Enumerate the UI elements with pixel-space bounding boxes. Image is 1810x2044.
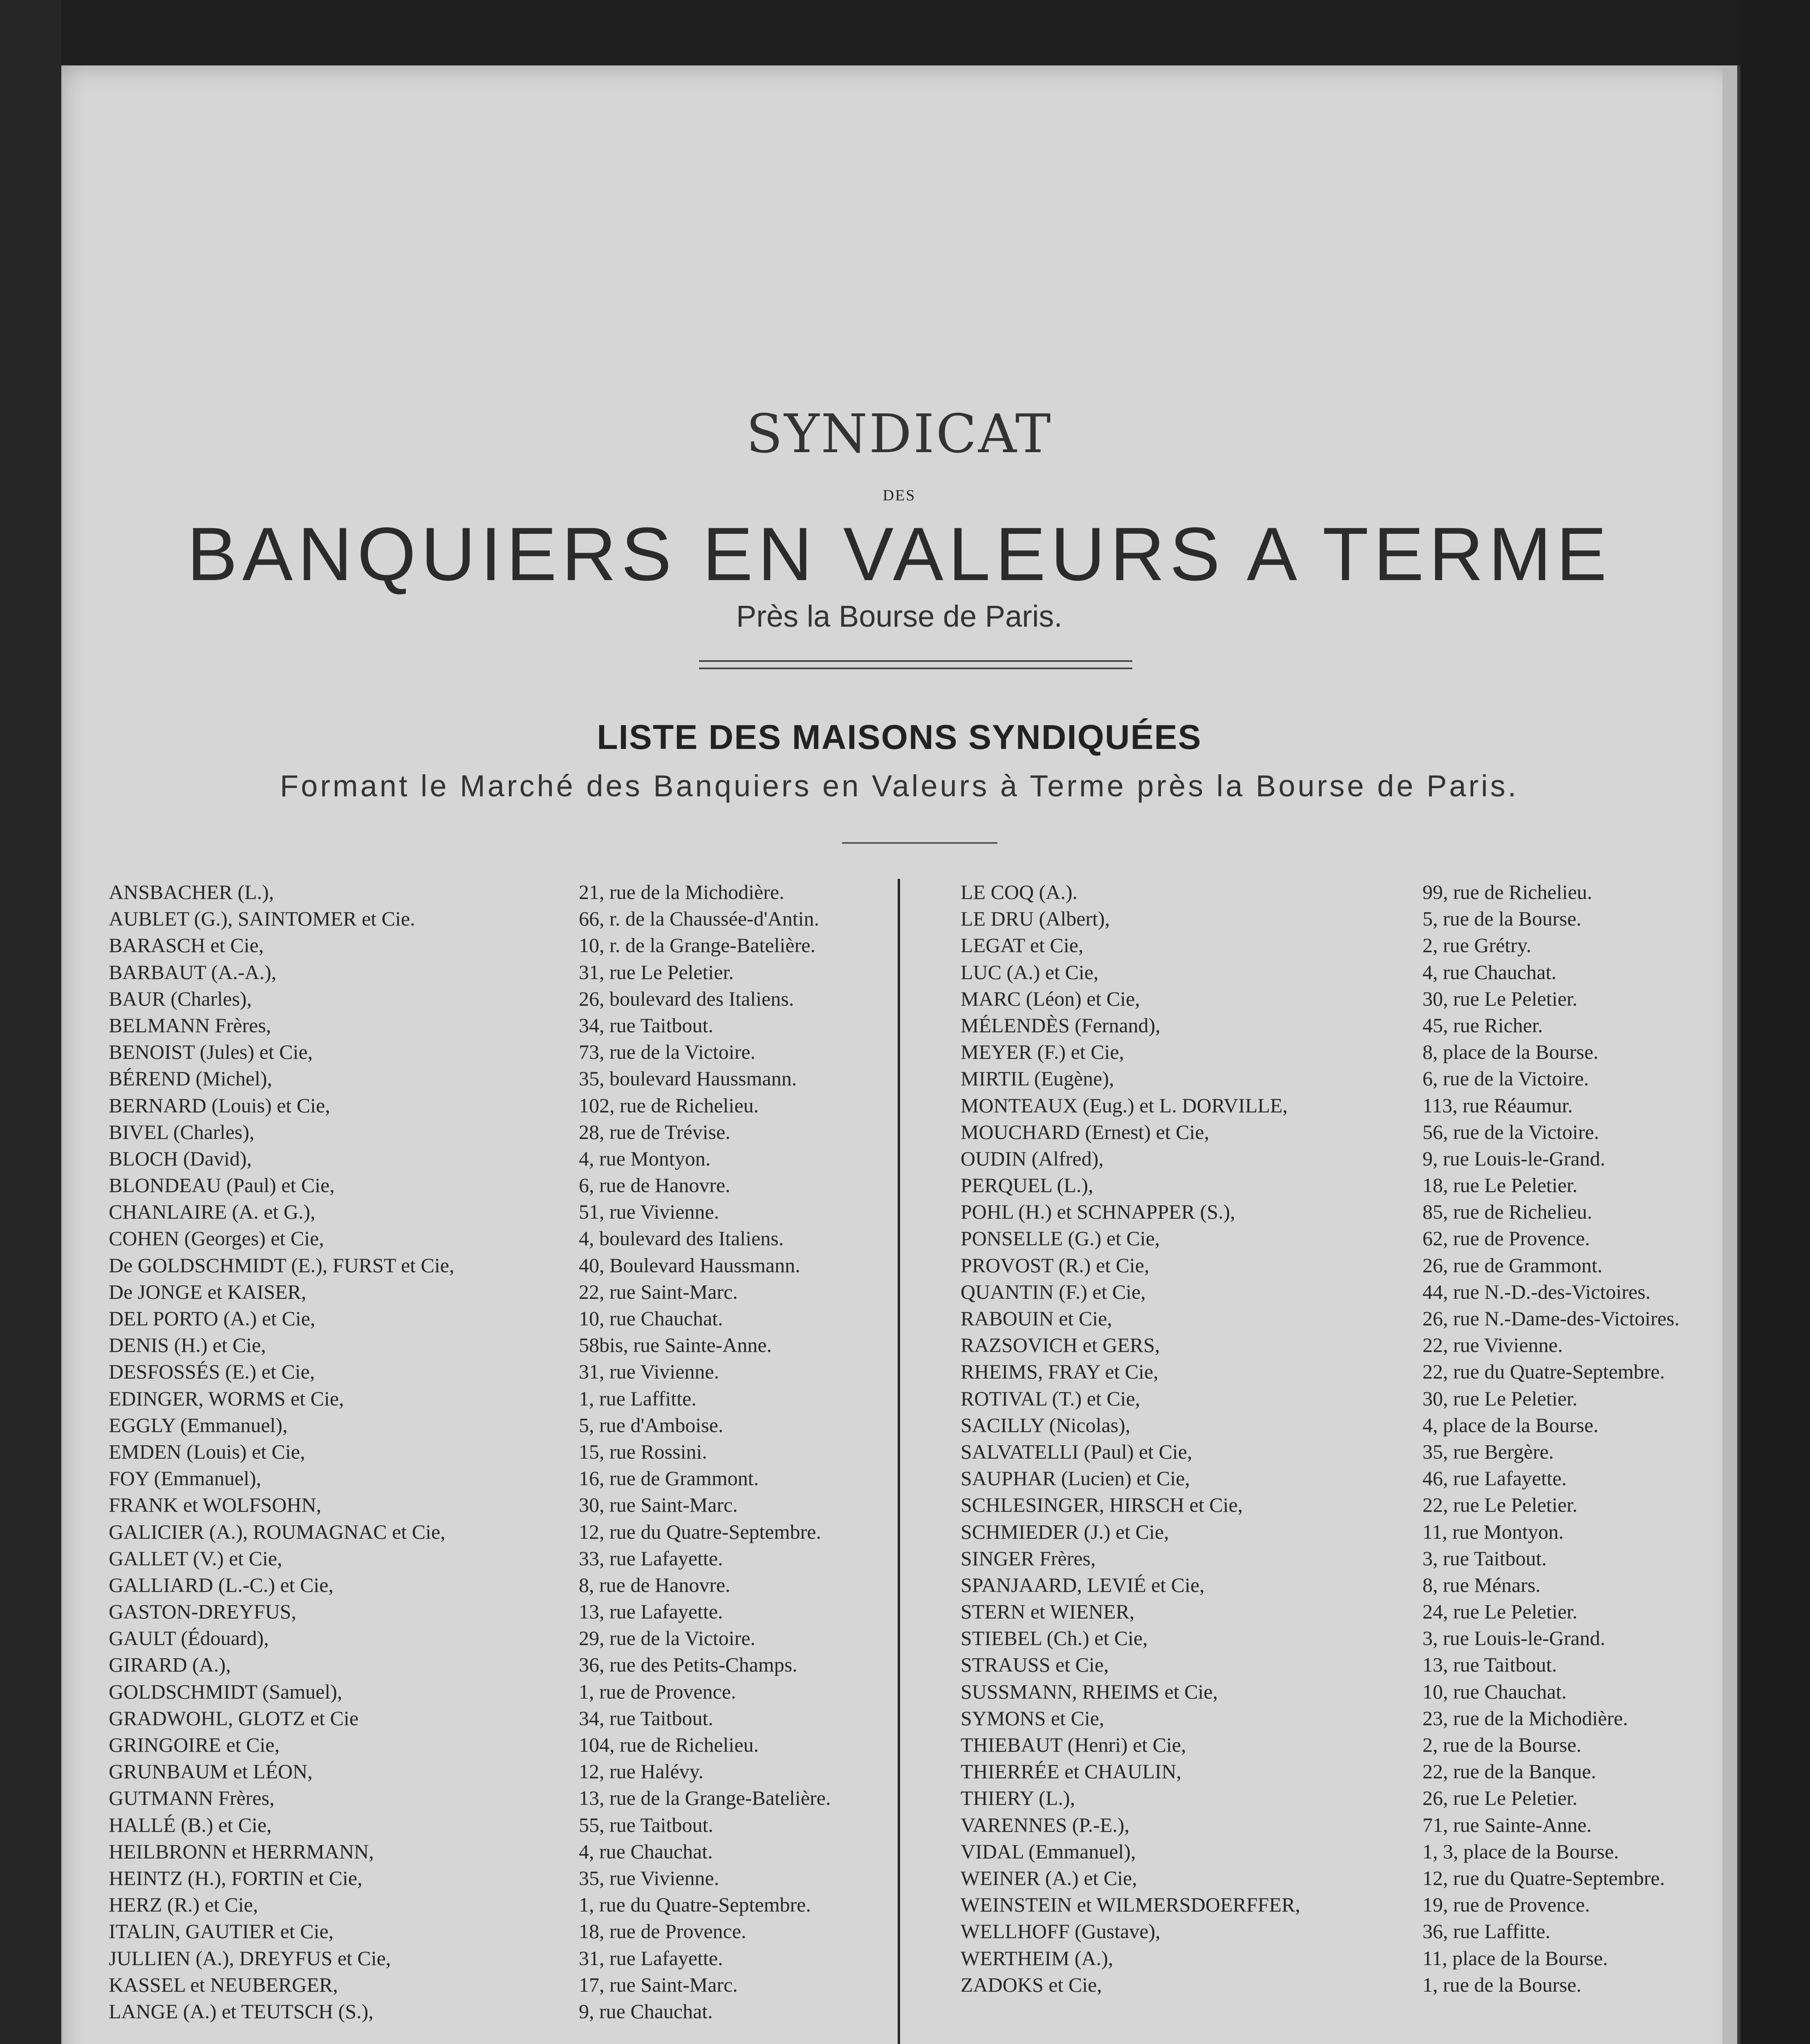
firm-name: BLONDEAU (Paul) et Cie, [109, 1174, 335, 1197]
firm-address: 56, rue de la Victoire. [1422, 1120, 1599, 1143]
list-item [961, 905, 1762, 932]
list-item [961, 1892, 1762, 1918]
firm-address: 4, rue Chauchat. [1422, 960, 1557, 984]
firm-name: ZADOKS et Cie, [961, 1973, 1102, 1996]
firm-name: LUC (A.) et Cie, [961, 960, 1099, 984]
list-item [961, 1305, 1762, 1332]
firm-name: THIERY (L.), [961, 1786, 1075, 1810]
list-item [109, 1065, 910, 1092]
firm-address: 30, rue Le Peletier. [1422, 987, 1578, 1010]
firm-name: DEL PORTO (A.) et Cie, [109, 1307, 316, 1330]
firm-name: VARENNES (P.-E.), [961, 1813, 1129, 1836]
firm-address: 71, rue Sainte-Anne. [1422, 1813, 1592, 1836]
list-item [109, 1332, 910, 1358]
firm-address: 26, rue de Grammont. [1422, 1253, 1603, 1277]
list-item [961, 1199, 1762, 1225]
firm-name: THIEBAUT (Henri) et Cie, [961, 1733, 1186, 1756]
firm-name: HEINTZ (H.), FORTIN et Cie, [109, 1866, 363, 1889]
list-item [109, 1385, 910, 1412]
firm-name: SALVATELLI (Paul) et Cie, [961, 1440, 1192, 1463]
firm-name: GIRARD (A.), [109, 1653, 231, 1676]
firm-address: 1, rue de Provence. [579, 1680, 736, 1703]
list-item [109, 1705, 910, 1732]
firm-name: MÉLENDÈS (Fernand), [961, 1013, 1160, 1037]
firm-name: EDINGER, WORMS et Cie, [109, 1387, 344, 1410]
list-item [961, 1572, 1762, 1598]
firm-address: 45, rue Richer. [1422, 1013, 1543, 1037]
firm-address: 12, rue Halévy. [579, 1760, 703, 1783]
firm-address: 44, rue N.-D.-des-Victoires. [1422, 1280, 1651, 1303]
list-item [961, 1358, 1762, 1385]
list-item [109, 1412, 910, 1439]
firm-address: 34, rue Taitbout. [579, 1013, 713, 1037]
firm-name: FRANK et WOLFSOHN, [109, 1493, 321, 1517]
document-page [61, 65, 1737, 2044]
firm-name: WELLHOFF (Gustave), [961, 1920, 1160, 1943]
firm-name: HALLÉ (B.) et Cie, [109, 1813, 272, 1836]
firm-address: 3, rue Taitbout. [1422, 1546, 1547, 1570]
list-item [109, 1758, 910, 1785]
firm-name: LE COQ (A.). [961, 881, 1078, 903]
firm-name: LANGE (A.) et TEUTSCH (S.), [109, 1999, 374, 2023]
firm-name: GRUNBAUM et LÉON, [109, 1760, 313, 1783]
list-item [109, 879, 910, 905]
firm-address: 18, rue Le Peletier. [1422, 1174, 1578, 1197]
column-divider [898, 879, 900, 2044]
firm-name: GAULT (Édouard), [109, 1627, 269, 1650]
firm-name: MARC (Léon) et Cie, [961, 987, 1140, 1010]
firm-name: PERQUEL (L.), [961, 1174, 1093, 1197]
firm-address: 4, rue Montyon. [579, 1147, 711, 1170]
firm-address: 19, rue de Provence. [1422, 1893, 1590, 1916]
firm-address: 23, rue de la Michodière. [1422, 1706, 1628, 1730]
firm-address: 73, rue de la Victoire. [579, 1040, 756, 1064]
firm-address: 8, place de la Bourse. [1422, 1040, 1599, 1064]
main-subtitle: Près la Bourse de Paris. [736, 599, 1062, 633]
firm-address: 10, r. de la Grange-Batelière. [579, 934, 815, 957]
firm-name: SINGER Frères, [961, 1546, 1096, 1570]
firm-address: 8, rue de Hanovre. [579, 1573, 730, 1596]
firm-name: THIERRÉE et CHAULIN, [961, 1760, 1182, 1783]
firm-name: BELMANN Frères, [109, 1013, 271, 1037]
firm-address: 99, rue de Richelieu. [1422, 881, 1593, 903]
list-item [109, 1865, 910, 1892]
firm-name: SYMONS et Cie, [961, 1706, 1104, 1730]
firm-address: 8, rue Ménars. [1422, 1573, 1541, 1596]
firm-name: GALLET (V.) et Cie, [109, 1546, 282, 1570]
firm-name: MEYER (F.) et Cie, [961, 1040, 1125, 1064]
firm-address: 36, rue des Petits-Champs. [579, 1653, 797, 1676]
firm-address: 10, rue Chauchat. [1422, 1680, 1567, 1703]
firm-address: 17, rue Saint-Marc. [579, 1973, 738, 1996]
firm-name: SACILLY (Nicolas), [961, 1413, 1131, 1437]
firm-name: DENIS (H.) et Cie, [109, 1334, 266, 1357]
firm-address: 31, rue Vivienne. [579, 1360, 719, 1383]
list-item [961, 1945, 1762, 1972]
firm-name: VIDAL (Emmanuel), [961, 1840, 1136, 1863]
firm-name: GRADWOHL, GLOTZ et Cie [109, 1706, 358, 1730]
list-item [109, 1199, 910, 1225]
list-item [961, 1145, 1762, 1172]
firm-name: GOLDSCHMIDT (Samuel), [109, 1680, 343, 1703]
firm-address: 5, rue d'Amboise. [579, 1413, 724, 1437]
list-item [109, 1252, 910, 1279]
firm-address: 62, rue de Provence. [1422, 1227, 1590, 1250]
list-item [961, 1225, 1762, 1252]
firm-name: GALLIARD (L.-C.) et Cie, [109, 1573, 334, 1596]
list-item [961, 1625, 1762, 1652]
list-item [961, 1385, 1762, 1412]
firm-address: 1, rue Laffitte. [579, 1387, 697, 1410]
firm-name: KASSEL et NEUBERGER, [109, 1973, 338, 1996]
firm-address: 10, rue Chauchat. [579, 1307, 723, 1330]
list-item [109, 1598, 910, 1625]
firm-name: STIEBEL (Ch.) et Cie, [961, 1627, 1148, 1650]
firm-address: 30, rue Saint-Marc. [579, 1493, 738, 1517]
firm-name: FOY (Emmanuel), [109, 1467, 262, 1490]
firm-address: 22, rue Vivienne. [1422, 1334, 1563, 1357]
firm-address: 104, rue de Richelieu. [579, 1733, 759, 1756]
list-item [961, 1332, 1762, 1358]
list-item [961, 1545, 1762, 1572]
list-item [109, 1572, 910, 1598]
list-item [961, 1279, 1762, 1305]
firm-name: HEILBRONN et HERRMANN, [109, 1840, 374, 1863]
firm-name: ROTIVAL (T.) et Cie, [961, 1387, 1140, 1410]
firm-name: STERN et WIENER, [961, 1600, 1135, 1623]
firm-address: 13, rue Lafayette. [579, 1600, 723, 1623]
left-column-list [109, 879, 910, 2025]
firm-address: 46, rue Lafayette. [1422, 1467, 1567, 1490]
list-item [961, 1812, 1762, 1838]
list-item [109, 1119, 910, 1145]
list-item [109, 1918, 910, 1945]
firm-address: 6, rue de la Victoire. [1422, 1067, 1589, 1090]
list-item [961, 1119, 1762, 1145]
firm-name: POHL (H.) et SCHNAPPER (S.), [961, 1200, 1235, 1224]
firm-name: COHEN (Georges) et Cie, [109, 1227, 324, 1250]
firm-address: 2, rue Grétry. [1422, 934, 1532, 957]
firm-address: 29, rue de la Victoire. [579, 1627, 756, 1650]
firm-address: 4, rue Chauchat. [579, 1840, 713, 1863]
firm-name: BAUR (Charles), [109, 987, 252, 1010]
firm-name: SUSSMANN, RHEIMS et Cie, [961, 1680, 1218, 1703]
firm-name: ITALIN, GAUTIER et Cie, [109, 1920, 334, 1943]
firm-address: 22, rue du Quatre-Septembre. [1422, 1360, 1665, 1383]
firm-name: RHEIMS, FRAY et Cie, [961, 1360, 1158, 1383]
firm-address: 35, boulevard Haussmann. [579, 1067, 797, 1090]
firm-address: 26, rue N.-Dame-des-Victoires. [1422, 1307, 1680, 1330]
list-item [109, 1519, 910, 1545]
list-item [109, 1545, 910, 1572]
list-item [961, 1172, 1762, 1199]
list-item [961, 1065, 1762, 1092]
list-item [109, 932, 910, 959]
list-item [961, 1838, 1762, 1865]
list-item [109, 1279, 910, 1305]
firm-address: 5, rue de la Bourse. [1422, 907, 1582, 930]
firm-address: 1, rue du Quatre-Septembre. [579, 1893, 811, 1916]
list-item [109, 1225, 910, 1252]
short-rule [842, 842, 997, 844]
list-item [109, 1172, 910, 1199]
firm-address: 16, rue de Grammont. [579, 1467, 759, 1490]
firm-name: SPANJAARD, LEVIÉ et Cie, [961, 1573, 1205, 1596]
syndicat-heading: SYNDICAT [746, 403, 1053, 465]
list-item [961, 959, 1762, 986]
firm-address: 22, rue Saint-Marc. [579, 1280, 738, 1303]
list-item [109, 1465, 910, 1492]
firm-address: 22, rue de la Banque. [1422, 1760, 1596, 1783]
list-item [961, 932, 1762, 959]
list-item [961, 1465, 1762, 1492]
firm-name: CHANLAIRE (A. et G.), [109, 1200, 316, 1224]
list-item [109, 1439, 910, 1465]
firm-name: GALICIER (A.), ROUMAGNAC et Cie, [109, 1520, 446, 1543]
firm-address: 26, rue Le Peletier. [1422, 1786, 1578, 1810]
list-item [961, 1652, 1762, 1678]
list-item [109, 1812, 910, 1838]
firm-name: SCHLESINGER, HIRSCH et Cie, [961, 1493, 1243, 1517]
list-item [961, 1492, 1762, 1518]
firm-address: 9, rue Chauchat. [579, 1999, 713, 2023]
firm-address: 1, rue de la Bourse. [1422, 1973, 1582, 1996]
firm-address: 3, rue Louis-le-Grand. [1422, 1627, 1606, 1650]
firm-name: JULLIEN (A.), DREYFUS et Cie, [109, 1946, 391, 1970]
firm-address: 113, rue Réaumur. [1422, 1094, 1573, 1117]
list-item [961, 1412, 1762, 1439]
firm-address: 18, rue de Provence. [579, 1920, 746, 1943]
list-item [109, 1305, 910, 1332]
firm-name: BERNARD (Louis) et Cie, [109, 1094, 330, 1117]
liste-subtitle: Formant le Marché des Banquiers en Valeurs à Terme près la Bourse de Paris. [280, 769, 1519, 803]
list-item [961, 1092, 1762, 1119]
list-item [109, 1039, 910, 1065]
firm-name: De GOLDSCHMIDT (E.), FURST et Cie, [109, 1253, 455, 1277]
list-item [109, 1358, 910, 1385]
firm-address: 4, boulevard des Italiens. [579, 1227, 784, 1250]
firm-name: QUANTIN (F.) et Cie, [961, 1280, 1146, 1303]
firm-address: 22, rue Le Peletier. [1422, 1493, 1578, 1517]
list-item [961, 1758, 1762, 1785]
list-item [961, 1705, 1762, 1732]
firm-address: 36, rue Laffitte. [1422, 1920, 1550, 1943]
firm-address: 55, rue Taitbout. [579, 1813, 713, 1836]
firm-name: MIRTIL (Eugène), [961, 1067, 1114, 1090]
firm-name: GRINGOIRE et Cie, [109, 1733, 280, 1756]
list-item [961, 1519, 1762, 1545]
firm-address: 12, rue du Quatre-Septembre. [1422, 1866, 1665, 1889]
firm-address: 28, rue de Trévise. [579, 1120, 730, 1143]
list-item [961, 986, 1762, 1012]
firm-address: 40, Boulevard Haussmann. [579, 1253, 800, 1277]
list-item [109, 1732, 910, 1758]
firm-address: 11, place de la Bourse. [1422, 1946, 1608, 1970]
firm-address: 9, rue Louis-le-Grand. [1422, 1147, 1606, 1170]
list-item [109, 1892, 910, 1918]
right-column-list [961, 879, 1762, 1998]
firm-name: WEINSTEIN et WILMERSDOERFFER, [961, 1893, 1300, 1916]
firm-name: BARBAUT (A.-A.), [109, 960, 277, 984]
firm-address: 102, rue de Richelieu. [579, 1094, 759, 1117]
firm-name: WEINER (A.) et Cie, [961, 1866, 1137, 1889]
list-item [109, 959, 910, 986]
list-item [109, 1679, 910, 1705]
firm-name: LEGAT et Cie, [961, 934, 1084, 957]
firm-name: EMDEN (Louis) et Cie, [109, 1440, 305, 1463]
firm-address: 34, rue Taitbout. [579, 1706, 713, 1730]
firm-address: 31, rue Le Peletier. [579, 960, 734, 984]
firm-address: 58bis, rue Sainte-Anne. [579, 1334, 772, 1357]
list-item [109, 1012, 910, 1039]
firm-name: De JONGE et KAISER, [109, 1280, 307, 1303]
list-item [961, 1865, 1762, 1892]
firm-address: 1, 3, place de la Bourse. [1422, 1840, 1619, 1863]
scan-frame-top [0, 0, 1810, 65]
firm-address: 2, rue de la Bourse. [1422, 1733, 1582, 1756]
list-item [109, 1492, 910, 1518]
firm-address: 4, place de la Bourse. [1422, 1413, 1599, 1437]
list-item [961, 1785, 1762, 1811]
firm-name: GASTON-DREYFUS, [109, 1600, 296, 1623]
firm-name: EGGLY (Emmanuel), [109, 1413, 288, 1437]
scan-frame-left [0, 0, 61, 2044]
list-item [109, 1785, 910, 1811]
list-item [109, 1625, 910, 1652]
firm-name: GUTMANN Frères, [109, 1786, 275, 1810]
firm-address: 26, boulevard des Italiens. [579, 987, 794, 1010]
list-item [961, 1598, 1762, 1625]
list-item [109, 1145, 910, 1172]
firm-name: HERZ (R.) et Cie, [109, 1893, 258, 1916]
list-item [961, 1252, 1762, 1279]
firm-name: BIVEL (Charles), [109, 1120, 255, 1143]
list-item [109, 905, 910, 932]
firm-address: 12, rue du Quatre-Septembre. [579, 1520, 821, 1543]
firm-name: BENOIST (Jules) et Cie, [109, 1040, 313, 1064]
firm-name: BÉREND (Michel), [109, 1067, 272, 1090]
firm-name: BARASCH et Cie, [109, 934, 264, 957]
firm-address: 6, rue de Hanovre. [579, 1174, 730, 1197]
firm-name: MONTEAUX (Eug.) et L. DORVILLE, [961, 1094, 1288, 1117]
firm-name: RABOUIN et Cie, [961, 1307, 1112, 1330]
firm-name: SAUPHAR (Lucien) et Cie, [961, 1467, 1190, 1490]
firm-name: ANSBACHER (L.), [109, 881, 274, 903]
firm-name: SCHMIEDER (J.) et Cie, [961, 1520, 1169, 1543]
list-item [961, 1972, 1762, 1998]
list-item [961, 1039, 1762, 1065]
list-item [109, 1945, 910, 1972]
firm-address: 15, rue Rossini. [579, 1440, 707, 1463]
firm-name: WERTHEIM (A.), [961, 1946, 1113, 1970]
firm-address: 35, rue Bergère. [1422, 1440, 1554, 1463]
firm-address: 33, rue Lafayette. [579, 1546, 723, 1570]
liste-title: LISTE DES MAISONS SYNDIQUÉES [597, 718, 1202, 756]
firm-name: BLOCH (David), [109, 1147, 252, 1170]
list-item [961, 1012, 1762, 1039]
firm-name: RAZSOVICH et GERS, [961, 1334, 1160, 1357]
firm-address: 66, r. de la Chaussée-d'Antin. [579, 907, 820, 930]
firm-name: OUDIN (Alfred), [961, 1147, 1104, 1170]
firm-name: STRAUSS et Cie, [961, 1653, 1109, 1676]
firm-address: 35, rue Vivienne. [579, 1866, 719, 1889]
list-item [109, 986, 910, 1012]
firm-address: 24, rue Le Peletier. [1422, 1600, 1578, 1623]
firm-name: LE DRU (Albert), [961, 907, 1110, 930]
list-item [109, 1972, 910, 1998]
firm-address: 21, rue de la Michodière. [579, 881, 784, 903]
list-item [961, 1918, 1762, 1945]
main-title: BANQUIERS EN VALEURS A TERME [187, 512, 1612, 596]
firm-address: 13, rue Taitbout. [1422, 1653, 1557, 1676]
firm-name: DESFOSSÉS (E.) et Cie, [109, 1360, 315, 1383]
list-item [961, 879, 1762, 905]
des-heading: DES [883, 487, 916, 504]
list-item [961, 1439, 1762, 1465]
list-item [109, 1652, 910, 1678]
firm-address: 31, rue Lafayette. [579, 1946, 723, 1970]
double-rule [699, 660, 1132, 669]
list-item [109, 1998, 910, 2025]
firm-name: PONSELLE (G.) et Cie, [961, 1227, 1160, 1250]
firm-address: 13, rue de la Grange-Batelière. [579, 1786, 831, 1810]
firm-address: 85, rue de Richelieu. [1422, 1200, 1593, 1224]
firm-name: PROVOST (R.) et Cie, [961, 1253, 1149, 1277]
firm-address: 11, rue Montyon. [1422, 1520, 1564, 1543]
firm-address: 51, rue Vivienne. [579, 1200, 719, 1224]
list-item [961, 1679, 1762, 1705]
firm-name: MOUCHARD (Ernest) et Cie, [961, 1120, 1210, 1143]
list-item [961, 1732, 1762, 1758]
list-item [109, 1838, 910, 1865]
list-item [109, 1092, 910, 1119]
firm-address: 30, rue Le Peletier. [1422, 1387, 1578, 1410]
firm-name: AUBLET (G.), SAINTOMER et Cie. [109, 907, 415, 930]
